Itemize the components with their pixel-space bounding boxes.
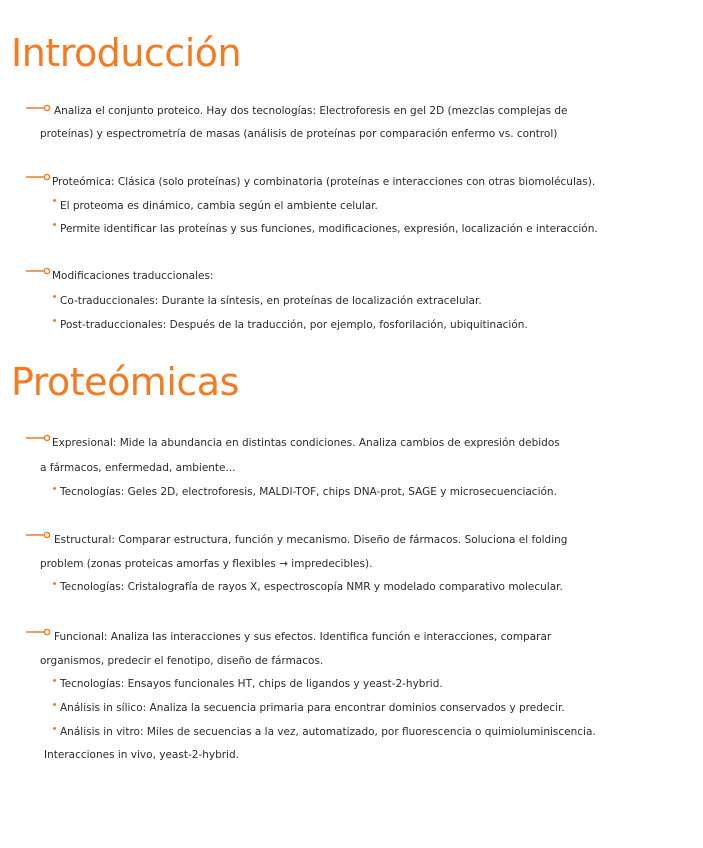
- bullet-dot-icon: [53, 727, 56, 730]
- bullet-dot-icon: [53, 487, 56, 490]
- bullet-dot-icon: [53, 295, 56, 298]
- sub-bullet: Permite identificar las proteínas y sus funciones, modificaciones, expresión, localización e interacción.: [60, 223, 598, 235]
- item-line: Expresional: Mide la abundancia en distintas condiciones. Analiza cambios de expresión debidos: [52, 437, 560, 449]
- bullet-dot-icon: [53, 582, 56, 585]
- section-title-proteomicas: Proteómicas: [11, 360, 239, 404]
- bullet-dot-icon: [53, 679, 56, 682]
- bullet-dot-icon: [53, 223, 56, 226]
- arrow-bullet-icon: [26, 530, 52, 540]
- item-line: a fármacos, enfermedad, ambiente...: [40, 462, 236, 474]
- sub-bullet: Tecnologías: Ensayos funcionales HT, chips de ligandos y yeast-2-hybrid.: [60, 678, 443, 690]
- sub-bullet: Tecnologías: Geles 2D, electroforesis, MALDI-TOF, chips DNA-prot, SAGE y microsecuenciación.: [60, 486, 557, 498]
- bullet-dot-icon: [53, 199, 56, 202]
- item-line: Analiza el conjunto proteico. Hay dos tecnologías: Electroforesis en gel 2D (mezclas complejas de: [54, 105, 568, 117]
- item-line: Modificaciones traduccionales:: [52, 270, 214, 282]
- arrow-bullet-icon: [26, 172, 52, 182]
- sub-bullet: Tecnologías: Cristalografía de rayos X, espectroscopía NMR y modelado comparativo molecular.: [60, 581, 563, 593]
- sub-bullet: El proteoma es dinámico, cambia según el ambiente celular.: [60, 200, 378, 212]
- item-line: Estructural: Comparar estructura, función y mecanismo. Diseño de fármacos. Soluciona el folding: [54, 534, 568, 546]
- item-line: proteínas) y espectrometría de masas (análisis de proteínas por comparación enfermo vs. control): [40, 128, 558, 140]
- sub-bullet: Análisis in vitro: Miles de secuencias a la vez, automatizado, por fluorescencia o quimioluminiscencia.: [60, 726, 596, 738]
- item-line: problem (zonas proteicas amorfas y flexibles → impredecibles).: [40, 558, 373, 570]
- sub-bullet: Post-traduccionales: Después de la traducción, por ejemplo, fosforilación, ubiquitinación.: [60, 319, 528, 331]
- bullet-dot-icon: [53, 703, 56, 706]
- sub-bullet: Co-traduccionales: Durante la síntesis, en proteínas de localización extracelular.: [60, 295, 482, 307]
- arrow-bullet-icon: [26, 266, 52, 276]
- arrow-bullet-icon: [26, 627, 52, 637]
- item-line: Funcional: Analiza las interacciones y sus efectos. Identifica función e interacciones, comparar: [54, 631, 552, 643]
- item-line: Interacciones in vivo, yeast-2-hybrid.: [44, 749, 239, 761]
- bullet-dot-icon: [53, 319, 56, 322]
- item-line: Proteómica: Clásica (solo proteínas) y combinatoria (proteínas e interacciones con otras biomoléculas).: [52, 176, 596, 188]
- arrow-bullet-icon: [26, 433, 52, 443]
- arrow-bullet-icon: [26, 103, 52, 113]
- sub-bullet: Análisis in sílico: Analiza la secuencia primaria para encontrar dominios conservados y predecir.: [60, 702, 565, 714]
- section-title-introduccion: Introducción: [11, 31, 242, 75]
- item-line: organismos, predecir el fenotipo, diseño de fármacos.: [40, 655, 324, 667]
